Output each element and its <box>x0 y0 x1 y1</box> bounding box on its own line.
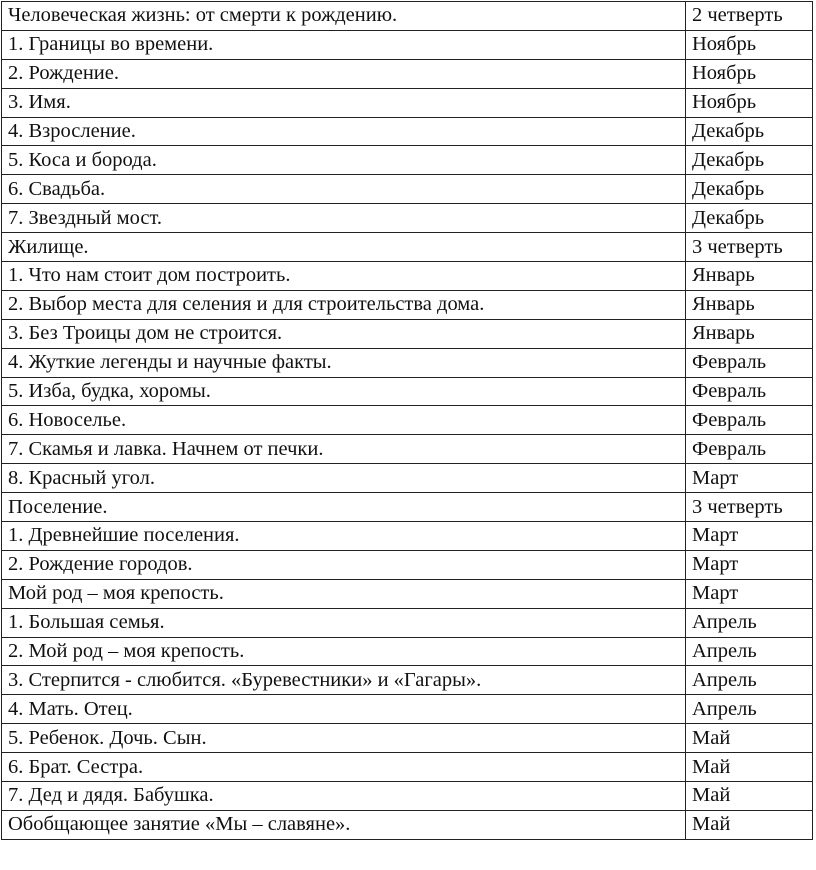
period-cell: Май <box>686 724 813 753</box>
period-cell: Апрель <box>686 695 813 724</box>
period-cell: Февраль <box>686 435 813 464</box>
table-row <box>2 88 813 117</box>
period-cell: Январь <box>686 290 813 319</box>
period-cell: Май <box>686 753 813 782</box>
topic-cell: Обобщающее занятие «Мы – славяне». <box>2 810 686 839</box>
table-row <box>2 579 813 608</box>
period-cell: Март <box>686 464 813 493</box>
table-row <box>2 464 813 493</box>
topic-cell: 1. Большая семья. <box>2 608 686 637</box>
period-cell: Март <box>686 550 813 579</box>
table-row <box>2 204 813 233</box>
table-row <box>2 233 813 262</box>
topic-cell: 2. Мой род – моя крепость. <box>2 637 686 666</box>
period-cell: Февраль <box>686 406 813 435</box>
table-row <box>2 175 813 204</box>
table-row <box>2 59 813 88</box>
period-cell: Декабрь <box>686 175 813 204</box>
topic-cell: 4. Взросление. <box>2 117 686 146</box>
topic-cell: Поселение. <box>2 493 686 522</box>
period-cell: Апрель <box>686 608 813 637</box>
topic-cell: 4. Мать. Отец. <box>2 695 686 724</box>
topic-cell: Человеческая жизнь: от смерти к рождению. <box>2 2 686 31</box>
period-cell: Декабрь <box>686 117 813 146</box>
topic-cell: 1. Что нам стоит дом построить. <box>2 262 686 291</box>
table-row <box>2 608 813 637</box>
period-cell: Март <box>686 579 813 608</box>
schedule-body <box>2 2 813 840</box>
table-row <box>2 493 813 522</box>
period-cell: Ноябрь <box>686 88 813 117</box>
period-cell: Февраль <box>686 348 813 377</box>
table-row <box>2 30 813 59</box>
table-row <box>2 550 813 579</box>
period-cell: Январь <box>686 262 813 291</box>
topic-cell: 7. Скамья и лавка. Начнем от печки. <box>2 435 686 464</box>
table-row <box>2 146 813 175</box>
table-row <box>2 782 813 811</box>
table-row <box>2 435 813 464</box>
topic-cell: 1. Древнейшие поселения. <box>2 522 686 551</box>
period-cell: Ноябрь <box>686 30 813 59</box>
table-row <box>2 377 813 406</box>
period-cell: Февраль <box>686 377 813 406</box>
period-cell: Декабрь <box>686 204 813 233</box>
table-row <box>2 810 813 839</box>
period-cell: Апрель <box>686 666 813 695</box>
schedule-table <box>1 1 813 840</box>
period-cell: Май <box>686 810 813 839</box>
table-row <box>2 262 813 291</box>
topic-cell: Жилище. <box>2 233 686 262</box>
period-cell: Ноябрь <box>686 59 813 88</box>
period-cell: 3 четверть <box>686 493 813 522</box>
table-row <box>2 522 813 551</box>
table-row <box>2 117 813 146</box>
table-row <box>2 2 813 31</box>
table-row <box>2 637 813 666</box>
topic-cell: Мой род – моя крепость. <box>2 579 686 608</box>
topic-cell: 6. Брат. Сестра. <box>2 753 686 782</box>
topic-cell: 4. Жуткие легенды и научные факты. <box>2 348 686 377</box>
table-row <box>2 290 813 319</box>
table-row <box>2 319 813 348</box>
topic-cell: 3. Имя. <box>2 88 686 117</box>
table-row <box>2 406 813 435</box>
table-row <box>2 348 813 377</box>
period-cell: Март <box>686 522 813 551</box>
topic-cell: 5. Изба, будка, хоромы. <box>2 377 686 406</box>
topic-cell: 3. Без Троицы дом не строится. <box>2 319 686 348</box>
topic-cell: 7. Звездный мост. <box>2 204 686 233</box>
topic-cell: 6. Свадьба. <box>2 175 686 204</box>
period-cell: 3 четверть <box>686 233 813 262</box>
period-cell: 2 четверть <box>686 2 813 31</box>
topic-cell: 7. Дед и дядя. Бабушка. <box>2 782 686 811</box>
topic-cell: 6. Новоселье. <box>2 406 686 435</box>
table-row <box>2 753 813 782</box>
table-row <box>2 724 813 753</box>
topic-cell: 5. Ребенок. Дочь. Сын. <box>2 724 686 753</box>
topic-cell: 1. Границы во времени. <box>2 30 686 59</box>
period-cell: Декабрь <box>686 146 813 175</box>
period-cell: Апрель <box>686 637 813 666</box>
topic-cell: 2. Выбор места для селения и для строительства дома. <box>2 290 686 319</box>
period-cell: Январь <box>686 319 813 348</box>
topic-cell: 3. Стерпится - слюбится. «Буревестники» и «Гагары». <box>2 666 686 695</box>
topic-cell: 2. Рождение. <box>2 59 686 88</box>
topic-cell: 2. Рождение городов. <box>2 550 686 579</box>
topic-cell: 5. Коса и борода. <box>2 146 686 175</box>
topic-cell: 8. Красный угол. <box>2 464 686 493</box>
table-row <box>2 695 813 724</box>
period-cell: Май <box>686 782 813 811</box>
table-row <box>2 666 813 695</box>
